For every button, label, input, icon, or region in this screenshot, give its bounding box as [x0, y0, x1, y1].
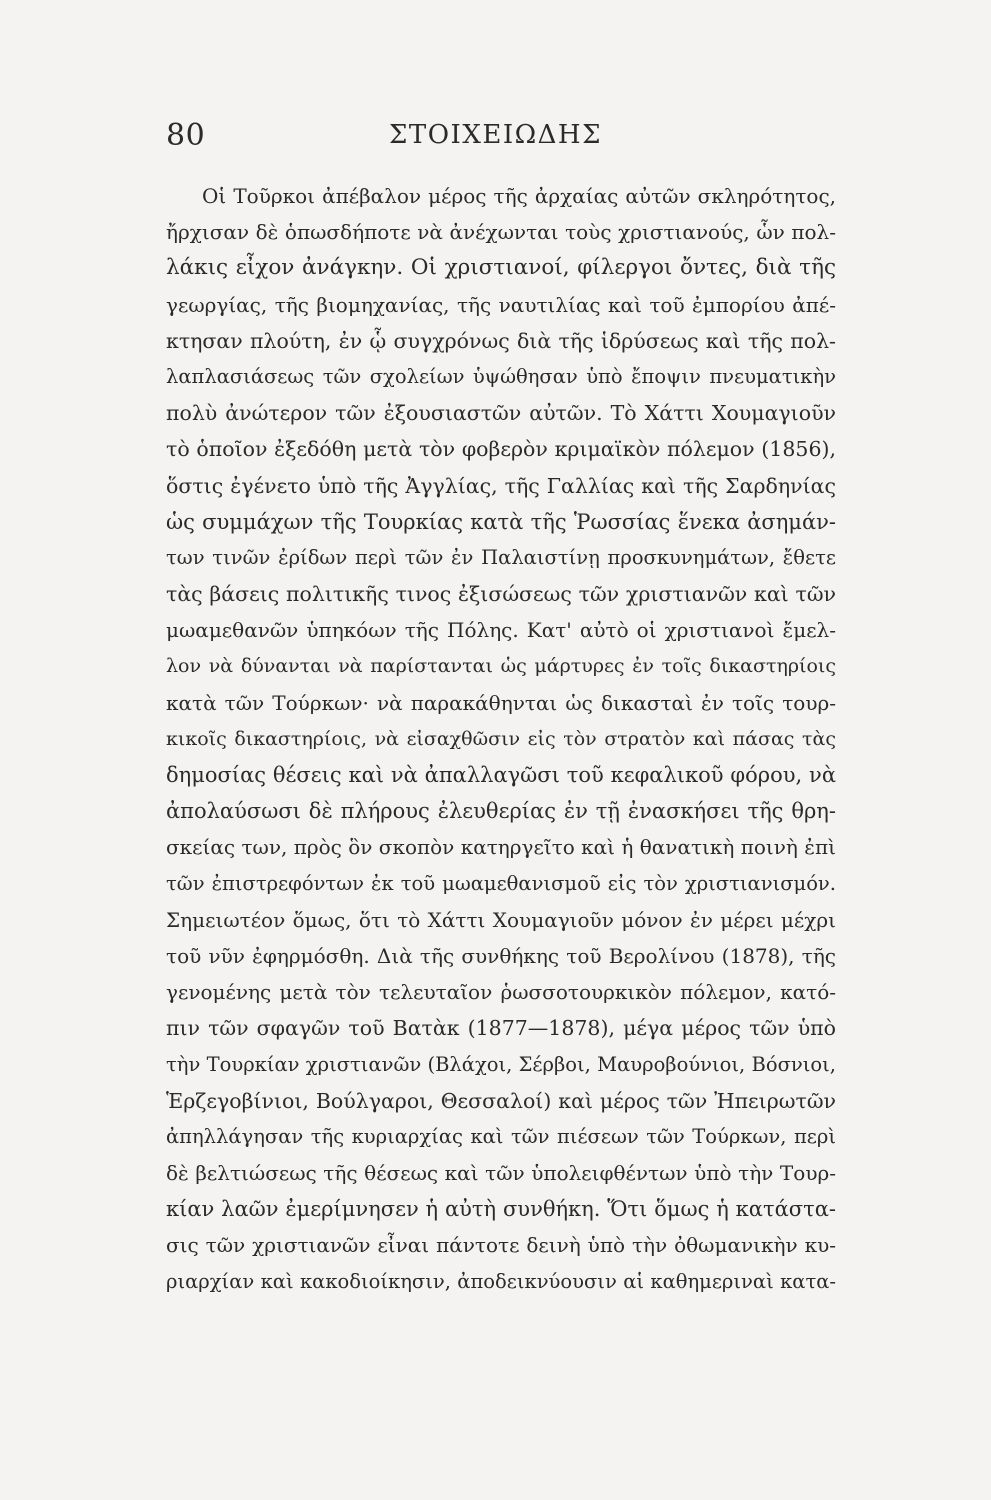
- text-line: δημοσίας θέσεις καὶ νὰ ἀπαλλαγῶσι τοῦ κεφαλικοῦ φόρου, νὰ: [166, 763, 836, 787]
- text-line: πιν τῶν σφαγῶν τοῦ Βατὰκ (1877—1878), μέγα μέρος τῶν ὑπὸ: [166, 1016, 836, 1041]
- text-line: κικοῖς δικαστηρίοις, νὰ εἰσαχθῶσιν εἰς τὸν στρατὸν καὶ πάσας τὰς: [166, 727, 836, 750]
- text-line: των τινῶν ἐρίδων περὶ τῶν ἐν Παλαιστίνῃ προσκυνημάτων, ἔθετε: [166, 545, 836, 569]
- text-line: ριαρχίαν καὶ κακοδιοίκησιν, ἀποδεικνύουσιν αἱ καθημεριναὶ κατα-: [166, 1269, 836, 1293]
- text-line: σκείας των, πρὸς ὃν σκοπὸν κατηργεῖτο καὶ ἡ θανατικὴ ποινὴ ἐπὶ: [166, 835, 836, 860]
- text-line: ἀπολαύσωσι δὲ πλήρους ἐλευθερίας ἐν τῇ ἐνασκήσει τῆς θρη-: [166, 799, 836, 824]
- text-line: δὲ βελτιώσεως τῆς θέσεως καὶ τῶν ὑπολειφθέντων ὑπὸ τὴν Τουρ-: [166, 1161, 836, 1186]
- page-number: 80: [166, 118, 206, 153]
- text-line: τὸ ὁποῖον ἐξεδόθη μετὰ τὸν φοβερὸν κριμαϊκὸν πόλεμον (1856),: [166, 437, 836, 462]
- body-text: [166, 178, 836, 1300]
- text-line: Οἱ Τοῦρκοι ἀπέβαλον μέρος τῆς ἀρχαίας αὐτῶν σκληρότητος,: [202, 184, 836, 208]
- text-line: κατὰ τῶν Τούρκων· νὰ παρακάθηνται ὡς δικασταὶ ἐν τοῖς τουρ-: [166, 690, 836, 715]
- text-line: λάκις εἶχον ἀνάγκην. Οἱ χριστιανοί, φίλεργοι ὄντες, διὰ τῆς: [166, 255, 836, 281]
- running-title: ΣΤΟΙΧΕΙΩΔΗΣ: [389, 120, 602, 150]
- text-line: ὅστις ἐγένετο ὑπὸ τῆς Ἀγγλίας, τῆς Γαλλίας καὶ τῆς Σαρδηνίας: [166, 473, 836, 498]
- text-line: πολὺ ἀνώτερον τῶν ἐξουσιαστῶν αὐτῶν. Τὸ Χάττι Χουμαγιοῦν: [166, 401, 836, 426]
- text-line: γενομένης μετὰ τὸν τελευταῖον ῥωσσοτουρκικὸν πόλεμον, κατό-: [166, 980, 836, 1005]
- text-line: κτησαν πλούτη, ἐν ᾧ συγχρόνως διὰ τῆς ἱδρύσεως καὶ τῆς πολ-: [166, 328, 836, 353]
- text-line: λον νὰ δύνανται νὰ παρίστανται ὡς μάρτυρες ἐν τοῖς δικαστηρίοις: [166, 655, 836, 678]
- text-line: λαπλασιάσεως τῶν σχολείων ὑψώθησαν ὑπὸ ἔποψιν πνευματικὴν: [166, 364, 836, 388]
- text-line: κίαν λαῶν ἐμερίμνησεν ἡ αὐτὴ συνθήκη. Ὅτι ὅμως ἡ κατάστα-: [166, 1197, 836, 1222]
- text-line: Ἑρζεγοβίνιοι, Βούλγαροι, Θεσσαλοί) καὶ μέρος τῶν Ἠπειρωτῶν: [166, 1088, 836, 1113]
- text-line: μωαμεθανῶν ὑπηκόων τῆς Πόλης. Κατ' αὐτὸ οἱ χριστιανοὶ ἔμελ-: [166, 618, 836, 643]
- text-line: τὴν Τουρκίαν χριστιανῶν (Βλάχοι, Σέρβοι, Μαυροβούνιοι, Βόσνιοι,: [166, 1052, 836, 1076]
- text-line: Σημειωτέον ὅμως, ὅτι τὸ Χάττι Χουμαγιοῦν μόνον ἐν μέρει μέχρι: [166, 907, 836, 932]
- text-line: τῶν ἐπιστρεφόντων ἐκ τοῦ μωαμεθανισμοῦ εἰς τὸν χριστιανισμόν.: [166, 871, 836, 895]
- text-line: τὰς βάσεις πολιτικῆς τινος ἐξισώσεως τῶν χριστιανῶν καὶ τῶν: [166, 582, 836, 607]
- text-line: σις τῶν χριστιανῶν εἶναι πάντοτε δεινὴ ὑπὸ τὴν ὀθωμανικὴν κυ-: [166, 1233, 836, 1258]
- text-line: γεωργίας, τῆς βιομηχανίας, τῆς ναυτιλίας καὶ τοῦ ἐμπορίου ἀπέ-: [166, 292, 836, 317]
- text-line: τοῦ νῦν ἐφηρμόσθη. Διὰ τῆς συνθήκης τοῦ Βερολίνου (1878), τῆς: [166, 943, 836, 968]
- text-line: ὡς συμμάχων τῆς Τουρκίας κατὰ τῆς Ῥωσσίας ἕνεκα ἀσημάν-: [166, 509, 836, 534]
- text-line: ἤρχισαν δὲ ὁπωσδήποτε νὰ ἀνέχωνται τοὺς χριστιανούς, ὧν πολ-: [166, 220, 836, 245]
- text-line: ἀπηλλάγησαν τῆς κυριαρχίας καὶ τῶν πιέσεων τῶν Τούρκων, περὶ: [166, 1124, 836, 1148]
